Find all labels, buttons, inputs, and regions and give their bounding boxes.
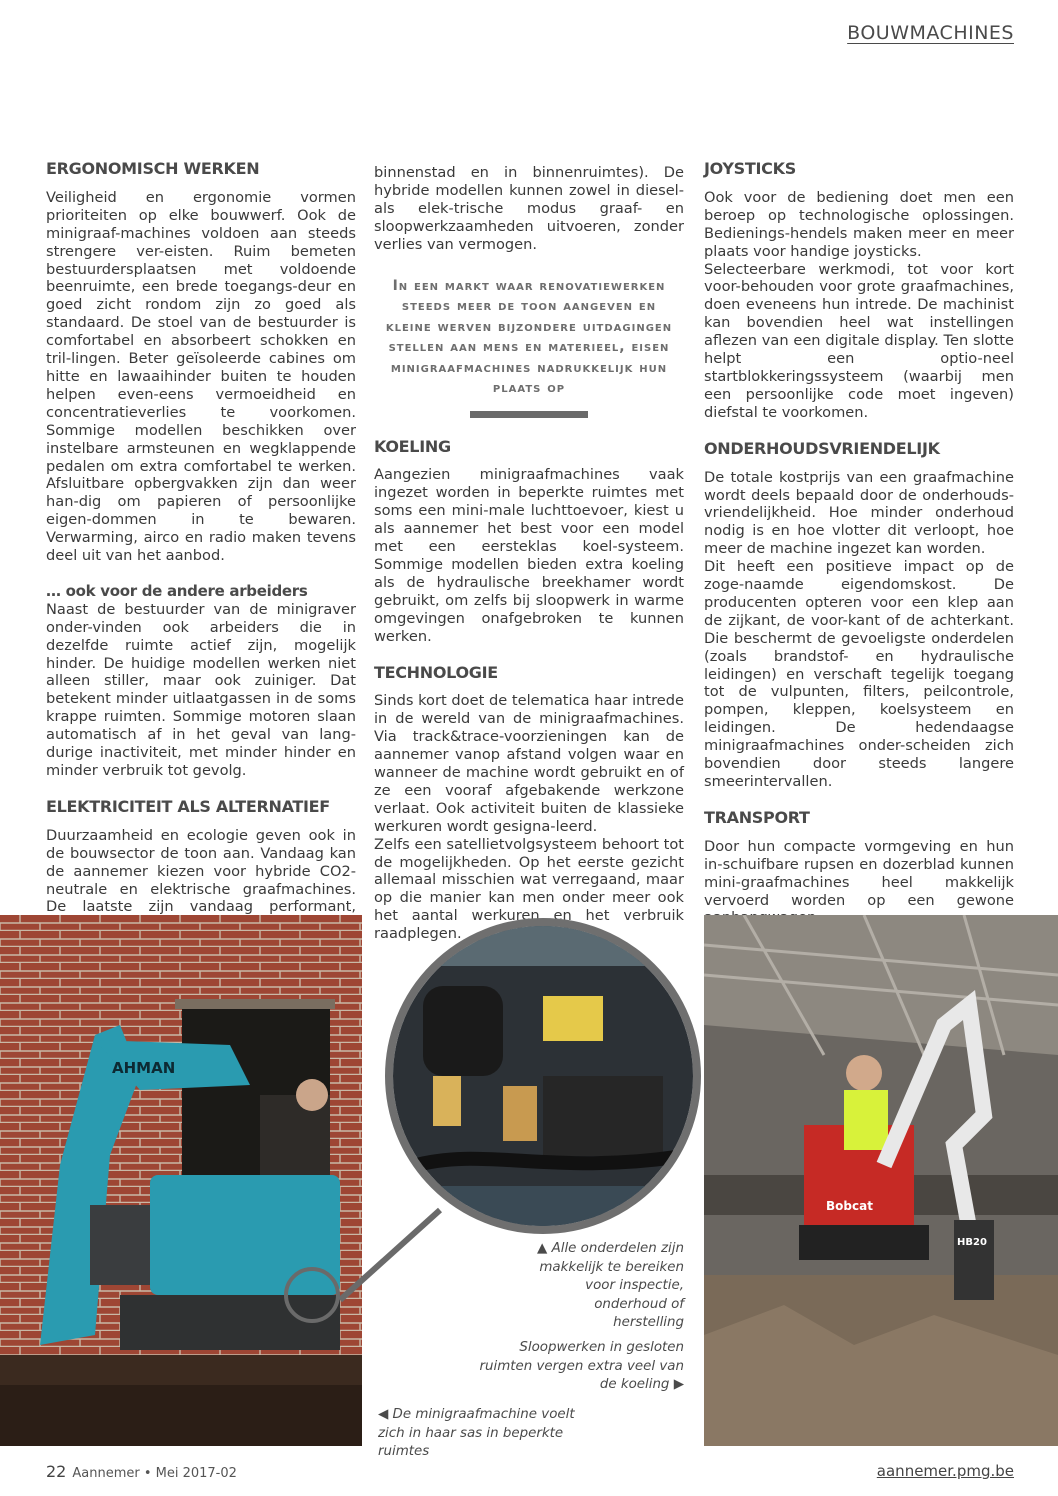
footer-left <box>46 1462 237 1481</box>
paragraph: Duurzaamheid en ecologie geven ook in de bouwsector de toon aan. Vandaag kan de aannemer kiezen voor hybride CO2-neutrale en elektrische graafmachines. De laatste zijn vandaag performant, <box>46 826 356 916</box>
paragraph: Naast de bestuurder van de minigraver onder-vinden ook arbeiders die in dezelfde ruimte actief zijn, mogelijk hinder. De huidige modellen werken niet alleen stiller, maar ook zuiniger. Dat betekent minder uitlaatgassen in de soms krappe ruimten. Sommige motoren slaan automatisch af in het geval van lang-durige inactiviteit, met minder hinder en minder verbruik tot gevolg. <box>46 600 356 779</box>
brand-label-left: AHMAN <box>112 1059 176 1077</box>
heading-elektriciteit: ELEKTRICITEIT ALS ALTERNATIEF <box>46 796 330 816</box>
page-number: 22 <box>46 1462 67 1481</box>
model-label-right: HB20 <box>957 1237 987 1248</box>
quote-rule <box>470 411 588 418</box>
heading-technologie: TECHNOLOGIE <box>374 662 498 682</box>
engine-illustration <box>393 926 693 1226</box>
caption-left: ◀ De minigraafmachine voelt zich in haar sas in beperkte ruimtes <box>378 1407 575 1459</box>
paragraph: Dit heeft een positieve impact op de zoge-naamde eigendomskost. De producenten opteren voor een klep aan de zijkant, de voor-kant of de achterkant. Die beschermt de gevoeligste onderdelen (zoals brandstof- en hydraulische leidingen) en verschaft tegelijk toegang tot de vulpunten, filters, peilcontrole, pompen, kleppen, koelsysteem en leidingen. De hedendaagse minigraafmachines onder-scheiden zich bovendien door steeds langere smeerintervallen. <box>704 558 1014 790</box>
footer-url-link[interactable]: aannemer.pmg.be <box>876 1462 1014 1480</box>
paragraph: Door hun compacte vormgeving en hun in-schuifbare rupsen en dozerblad kunnen mini-graafmachines heel makkelijk vervoerd worden op een gewone <box>704 837 1014 909</box>
heading-ergonomisch: ERGONOMISCH WERKEN <box>46 159 260 178</box>
heading-onderhoud: ONDERHOUDSVRIENDELIJK <box>704 438 940 458</box>
subheading-arbeiders: … ook voor de andere arbeiders <box>46 581 308 600</box>
photo-bobcat-demolition <box>704 915 1058 1446</box>
paragraph: Sinds kort doet de telematica haar intrede in de wereld van de minigraafmachines. Via track&trace-voorzieningen kan de aannemer vanop afstand volgen waar en wanneer de machine wordt gebruikt en of ze een vooraf afgebakende werkzone verlaat. Ook activiteit buiten de klassieke werkuren wordt gesigna-leerd. <box>374 692 684 835</box>
section-tag: BOUWMACHINES <box>847 22 1014 44</box>
paragraph: Selecteerbare werkmodi, tot voor kort voor-behouden voor grote graafmachines, doen eveneens hun intrede. De machinist kan bovendien heel wat instellingen aflezen van een digitale display. Ten slotte helpt een optio-neel startblokkeringssysteem (waarbij men een persoonlijke code moet ingeven) diefstal te voorkomen. <box>704 260 1014 421</box>
heading-transport: TRANSPORT <box>704 807 810 827</box>
paragraph: Ook voor de bediening doet men een beroep op technologische oplossingen. Bedienings-hendels maken meer en meer plaats voor handige joysticks. <box>704 188 1014 260</box>
paragraph: Veiligheid en ergonomie vormen prioriteiten op elke bouwwerf. Ook de minigraaf-machines voldoen aan steeds strengere ver-eisten. Ruim bemeten bestuurdersplaatsen met voldoende beenruimte, een brede toegangs-deur en goed zicht rondom zijn zo goed als standaard. De stoel van de bestuurder is comfortabel en absorbeert schokken en tril-lingen. Beter geïsoleerde cabines om hitte en lawaaihinder buiten te houden helpen even-eens vermoeidheid en concentratieverlies te voorkomen. Sommige modellen beschikken over instelbare armsteunen en wegklappende pedalen om extra comfortabel te werken. Afsluitbare opbergvakken zijn dan weer han-dig om papieren of persoonlijke eigen-dommen in te bewaren. Verwarming, airco en radio maken tevens deel uit van het aanbod. <box>46 188 356 565</box>
caption-engine: ▲ Alle onderdelen zijn makkelijk te bereiken voor inspectie, onderhoud of herstelling <box>537 1241 684 1330</box>
heading-joysticks: JOYSTICKS <box>704 159 796 178</box>
magazine-issue: Aannemer • Mei 2017-02 <box>72 1466 237 1481</box>
brand-label-right: Bobcat <box>826 1199 873 1213</box>
paragraph: binnenstad en in binnenruimtes). De hybride modellen kunnen zowel in diesel- als elek-trische modus graaf- en sloopwerkzaamheden uitvoeren, zonder verlies van vermogen. <box>374 164 684 253</box>
paragraph: Zelfs een satellietvolgsysteem behoort tot de mogelijkheden. Op het eerste gezicht allemaal misschien wat verregaand, maar op die manier kan men onder meer ook het aantal werkuren en het verbruik raadplegen. <box>374 835 684 943</box>
paragraph: Aangezien minigraafmachines vaak ingezet worden in beperkte ruimtes met soms een mini-male luchttoevoer, kiest u als aannemer het best voor een model met een eersteklas koel-systeem. Sommige modellen bieden extra koeling als de hydraulische breekhamer wordt gebruikt, om zelfs bij sloopwerk in warme omgevingen onafgebroken te kunnen werken. <box>374 466 684 645</box>
column-2 <box>374 164 684 943</box>
paragraph: De totale kostprijs van een graafmachine wordt deels bepaald door de onderhouds-vriendelijkheid. Hoe minder onderhoud nodig is en hoe vlotter dit verloopt, hoe meer de machine ingezet kan worden. <box>704 468 1014 558</box>
pull-quote: In een markt waar renovatiewerken steeds meer de toon aangeven en kleine werven bijzondere uitdagingen stellen aan mens en materieel, eisen minigraafmachines nadrukkelijk hun plaats op <box>385 277 673 397</box>
bobcat-illustration <box>704 915 1058 1446</box>
heading-koeling: KOELING <box>374 436 451 456</box>
column-1 <box>46 160 356 952</box>
column-3 <box>704 160 1014 927</box>
photo-engine-inset <box>385 918 701 1234</box>
caption-cooling: Sloopwerken in gesloten ruimten vergen extra veel van de koeling ▶ <box>479 1340 684 1392</box>
